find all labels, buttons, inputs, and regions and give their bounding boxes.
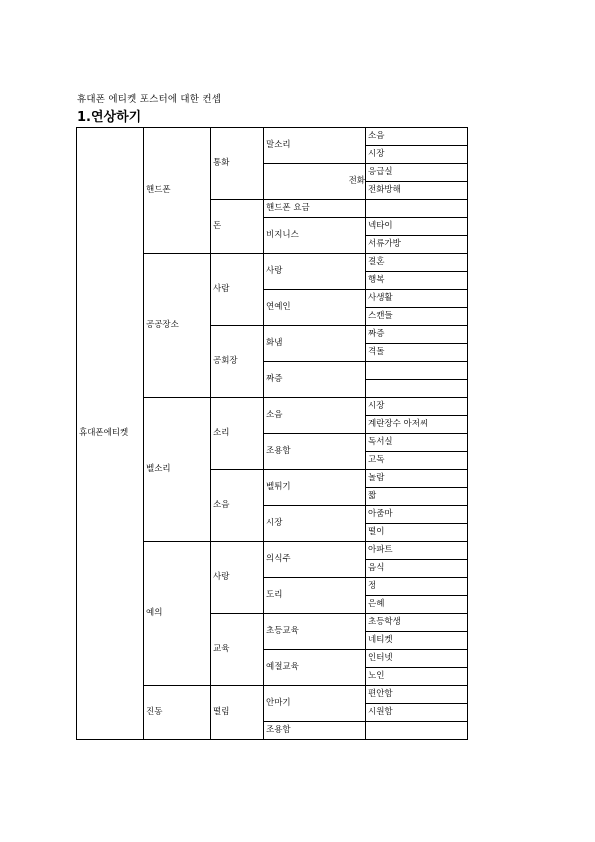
level2-node: 돈 [211,200,264,254]
level1-node: 핸드폰 [144,128,211,254]
level3-node: 사랑 [264,254,366,290]
level3-node: 안마기 [264,686,366,722]
leaf-node: 짜증 [366,326,468,344]
leaf-node: 아줌마 [366,506,468,524]
leaf-node: 편안함 [366,686,468,704]
leaf-node: 놀람 [366,470,468,488]
leaf-node: 인터넷 [366,650,468,668]
leaf-node: 초등학생 [366,614,468,632]
leaf-node: 계란장수 아저씨 [366,416,468,434]
level3-node: 비지니스 [264,218,366,254]
leaf-node: 결혼 [366,254,468,272]
section-heading: 1.연상하기 [77,110,142,125]
level1-node: 진동 [144,686,211,740]
level3-node: 조용함 [264,434,366,470]
level1-node: 예의 [144,542,211,686]
level3-node: 화냄 [264,326,366,362]
leaf-node: 시원함 [366,704,468,722]
level2-node: 교육 [211,614,264,686]
leaf-node-empty [366,200,468,218]
leaf-node: 노인 [366,668,468,686]
level3-node: 연예인 [264,290,366,326]
level1-node: 공공장소 [144,254,211,398]
level2-node: 사랑 [211,542,264,614]
level2-node: 소음 [211,470,264,542]
level3-node: 핸드폰 요금 [264,200,366,218]
level3-node: 짜증 [264,362,366,398]
level3-node: 예절교육 [264,650,366,686]
leaf-node: 시장 [366,146,468,164]
root-node: 휴대폰에티켓 [77,128,144,740]
level2-node: 공회장 [211,326,264,398]
level3-node: 벨튀기 [264,470,366,506]
level3-node: 말소리 [264,128,366,164]
leaf-node: 아파트 [366,542,468,560]
leaf-node: 서류가방 [366,236,468,254]
leaf-node: 응급실 [366,164,468,182]
level3-node: 전화 [264,164,366,200]
leaf-node-empty [366,362,468,380]
leaf-node: 소음 [366,128,468,146]
leaf-node: 전화방해 [366,182,468,200]
level3-node: 초등교육 [264,614,366,650]
leaf-node: 격돌 [366,344,468,362]
level3-node: 소음 [264,398,366,434]
leaf-node: 스캔들 [366,308,468,326]
leaf-node-empty [366,722,468,740]
leaf-node: 사생활 [366,290,468,308]
document-subtitle: 휴대폰 에티켓 포스터에 대한 컨셉 [77,94,222,105]
level2-node: 통화 [211,128,264,200]
level2-node: 사람 [211,254,264,326]
leaf-node: 은혜 [366,596,468,614]
leaf-node: 넥타이 [366,218,468,236]
leaf-node: 짧 [366,488,468,506]
leaf-node: 시장 [366,398,468,416]
association-map-table [76,127,468,740]
level2-node: 소리 [211,398,264,470]
level3-node: 의식주 [264,542,366,578]
level3-node: 조용함 [264,722,366,740]
leaf-node: 떨이 [366,524,468,542]
level3-node: 도리 [264,578,366,614]
level1-node: 벨소리 [144,398,211,542]
level2-node: 떨림 [211,686,264,740]
leaf-node: 독서실 [366,434,468,452]
level3-node: 시장 [264,506,366,542]
leaf-node: 행복 [366,272,468,290]
leaf-node: 음식 [366,560,468,578]
leaf-node-empty [366,380,468,398]
leaf-node: 고독 [366,452,468,470]
leaf-node: 네티켓 [366,632,468,650]
leaf-node: 정 [366,578,468,596]
